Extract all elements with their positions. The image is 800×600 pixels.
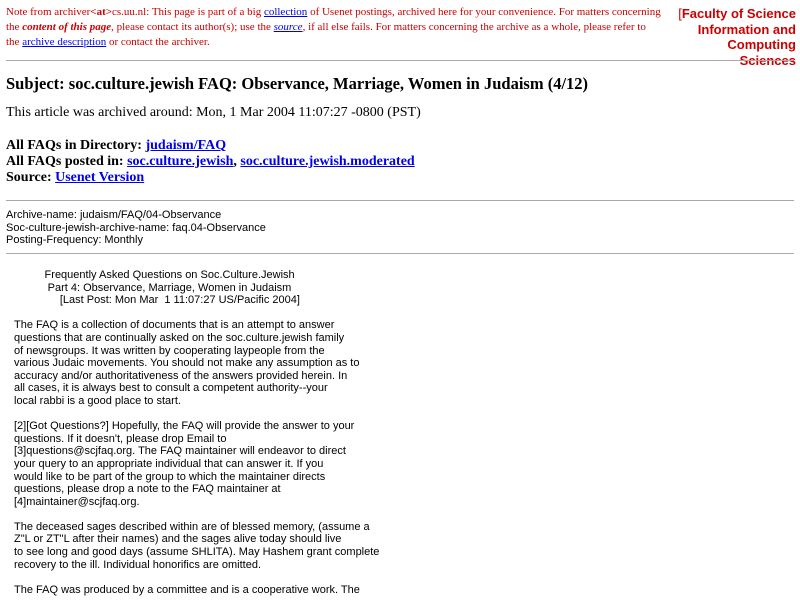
body-line: questions, please drop a note to the FAQ maintainer at — [14, 483, 281, 496]
body-line: [Last Post: Mon Mar 1 11:07:27 US/Pacific 2004] — [14, 294, 300, 307]
body-line — [14, 307, 794, 320]
header-line: Soc-culture-jewish-archive-name: faq.04-Observance — [6, 221, 266, 234]
archived-date: This article was archived around: Mon, 1 Mar 2004 11:07:27 -0800 (PST) — [6, 105, 421, 120]
body-line: to see long and good days (assume SHLITA). May Hashem grant complete — [14, 546, 380, 559]
header-line: Posting-Frequency: Monthly — [6, 234, 143, 246]
faq-directory-info: All FAQs in Directory: judaism/FAQ All FAQs posted in: soc.culture.jewish, soc.culture.jewish.moderated Source: Usenet Version — [6, 138, 415, 185]
body-divider — [6, 253, 794, 254]
article-body — [14, 269, 794, 596]
collection-link[interactable]: collection — [263, 6, 308, 18]
newsgroup-link-scj-moderated[interactable]: soc.culture.jewish.moderated — [240, 154, 415, 169]
page-title: Subject: soc.culture.jewish FAQ: Observance, Marriage, Women in Judaism (4/12) — [6, 74, 589, 93]
article-headers — [6, 209, 266, 247]
note-suffix: or contact the archiver. — [106, 36, 210, 48]
directory-link[interactable]: judaism/FAQ — [145, 138, 227, 153]
logo-line2: Information and — [697, 21, 796, 37]
note-content-bold: content of this page — [22, 21, 112, 33]
archive-description-link[interactable]: archive description — [22, 36, 107, 48]
header-line: Archive-name: judaism/FAQ/04-Observance — [6, 209, 222, 221]
body-line: questions. If it doesn't, please drop Email to — [14, 432, 227, 445]
source-link-label: source — [273, 21, 303, 33]
note-at: <at> — [90, 6, 112, 18]
note-domain: cs.uu.nl: This page is part of a big — [112, 6, 264, 18]
body-line: questions that are continually asked on the soc.culture.jewish family — [14, 331, 345, 344]
body-line: [3]questions@scjfaq.org. The FAQ maintainer will endeavor to direct — [14, 445, 346, 458]
body-line: local rabbi is a good place to start. — [14, 394, 181, 407]
body-line: of newsgroups. It was written by cooperating laypeople from the — [14, 344, 325, 357]
body-line: The deceased sages described within are of blessed memory, (assume a — [14, 520, 370, 533]
body-line: recovery to the ill. Individual honorifics are omitted. — [14, 558, 262, 571]
body-line: would like to be part of the group to which the maintainer directs — [14, 470, 326, 483]
body-line — [14, 408, 794, 421]
body-line: various Judaic movements. You should not make any assumption as to — [14, 357, 360, 370]
faculty-logo[interactable] — [670, 6, 796, 68]
body-line: all cases, it is always best to consult a competent authority--your — [14, 382, 328, 395]
body-line: accuracy and/or authoritativeness of the answers provided herein. In — [14, 369, 348, 382]
note-middle1: of Usenet postings, archived here for your convenience. For matters concerning the — [6, 6, 661, 33]
logo-line1: [Faculty of Science — [678, 6, 796, 21]
newsgroup-link-scj[interactable]: soc.culture.jewish — [127, 154, 234, 169]
body-line: Frequently Asked Questions on Soc.Culture.Jewish — [14, 269, 295, 281]
body-line: Z"L or ZT"L after their names) and the sages alive today should live — [14, 533, 342, 546]
body-line: The FAQ was produced by a committee and is a cooperative work. The — [14, 583, 360, 596]
note-prefix: Note from archiver — [6, 6, 91, 18]
source-label: Source: — [6, 170, 56, 185]
logo-line3: Computing Sciences — [727, 37, 796, 68]
body-line — [14, 508, 794, 521]
note-middle2: , please contact its author(s); use the — [111, 21, 274, 33]
top-divider — [6, 60, 794, 61]
archiver-note — [6, 5, 661, 50]
body-line: [4]maintainer@scjfaq.org. — [14, 495, 140, 508]
posted-label: All FAQs posted in: — [6, 154, 128, 169]
source-link[interactable] — [274, 21, 303, 33]
middle-divider — [6, 200, 794, 201]
dir-label: All FAQs in Directory: — [6, 138, 146, 153]
usenet-version-link[interactable]: Usenet Version — [55, 170, 145, 185]
body-line: Part 4: Observance, Marriage, Women in Judaism — [14, 281, 292, 294]
body-line: [2][Got Questions?] Hopefully, the FAQ will provide the answer to your — [14, 420, 355, 433]
body-line — [14, 571, 794, 584]
body-line: The FAQ is a collection of documents that is an attempt to answer — [14, 319, 335, 332]
body-line: your query to an appropriate individual that can answer it. If you — [14, 457, 324, 470]
note-middle3: , if all else fails. For matters concerning the archive as a whole, please refer to the — [6, 21, 646, 48]
